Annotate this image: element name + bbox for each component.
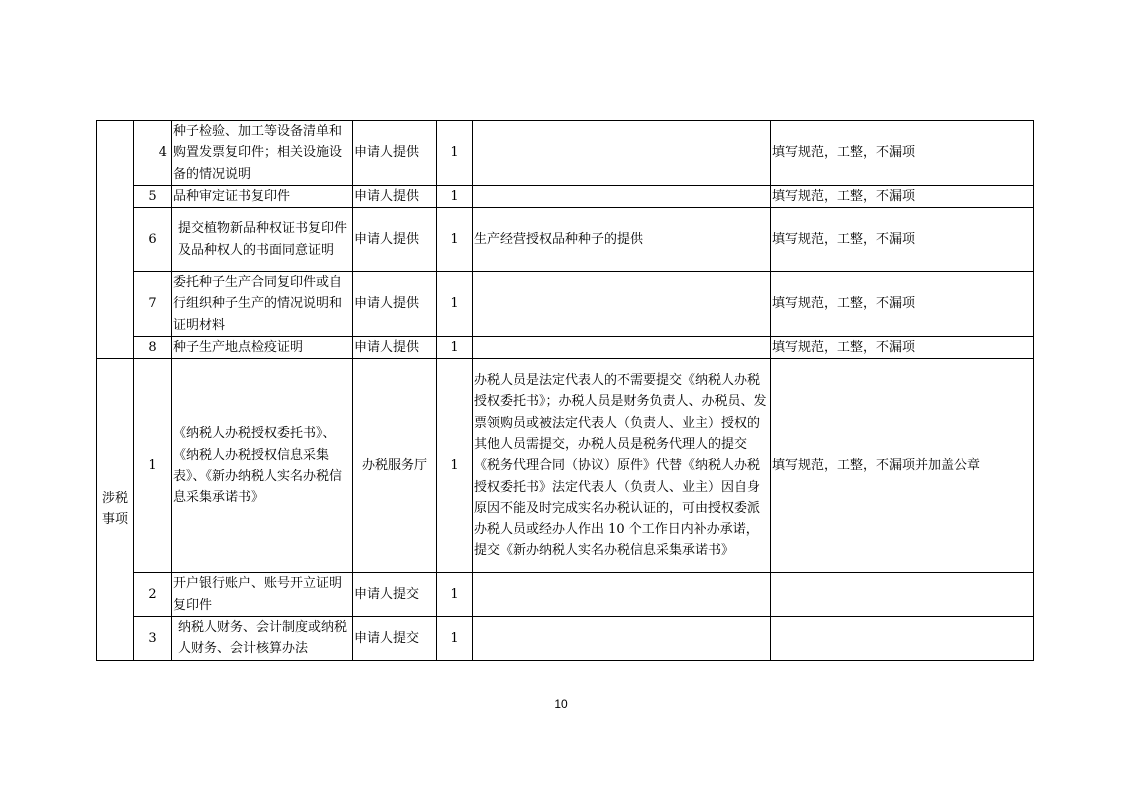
row-number: 4 [134, 121, 172, 186]
source-cell: 申请人提交 [353, 573, 437, 617]
requirement-cell: 填写规范，工整，不漏项 [771, 185, 1034, 207]
note-cell: 生产经营授权品种种子的提供 [473, 208, 771, 272]
row-number: 7 [134, 272, 172, 337]
material-cell: 品种审定证书复印件 [172, 185, 353, 207]
source-cell: 申请人提供 [353, 272, 437, 337]
materials-table [96, 120, 1034, 661]
material-cell: 纳税人财务、会计制度或纳税人财务、会计核算办法 [172, 616, 353, 660]
note-cell [473, 573, 771, 617]
material-cell: 种子检验、加工等设备清单和购置发票复印件；相关设施设备的情况说明 [172, 121, 353, 186]
table-row [97, 616, 1034, 660]
requirement-cell: 填写规范，工整，不漏项 [771, 337, 1034, 359]
source-cell: 申请人提供 [353, 337, 437, 359]
category-cell: 涉税事项 [97, 359, 134, 660]
count-cell: 1 [437, 359, 473, 573]
table-row [97, 208, 1034, 272]
source-cell: 申请人提交 [353, 616, 437, 660]
row-number: 6 [134, 208, 172, 272]
requirement-cell: 填写规范，工整，不漏项 [771, 208, 1034, 272]
material-cell: 《纳税人办税授权委托书》、《纳税人办税授权信息采集表》、《新办纳税人实名办税信息采集承诺书》 [172, 359, 353, 573]
table-row [97, 185, 1034, 207]
requirement-cell [771, 573, 1034, 617]
material-cell: 开户银行账户、账号开立证明复印件 [172, 573, 353, 617]
table-row [97, 272, 1034, 337]
note-cell [473, 337, 771, 359]
count-cell: 1 [437, 337, 473, 359]
material-cell: 委托种子生产合同复印件或自行组织种子生产的情况说明和证明材料 [172, 272, 353, 337]
row-number: 3 [134, 616, 172, 660]
note-cell [473, 121, 771, 186]
count-cell: 1 [437, 185, 473, 207]
table-row [97, 121, 1034, 186]
source-cell: 申请人提供 [353, 185, 437, 207]
source-cell: 申请人提供 [353, 208, 437, 272]
row-number: 8 [134, 337, 172, 359]
material-cell: 提交植物新品种权证书复印件及品种权人的书面同意证明 [172, 208, 353, 272]
count-cell: 1 [437, 616, 473, 660]
row-number: 1 [134, 359, 172, 573]
table-row [97, 573, 1034, 617]
source-cell: 申请人提供 [353, 121, 437, 186]
note-cell [473, 185, 771, 207]
requirement-cell: 填写规范，工整，不漏项并加盖公章 [771, 359, 1034, 573]
note-cell: 办税人员是法定代表人的不需要提交《纳税人办税授权委托书》；办税人员是财务负责人、办税员、发票领购员或被法定代表人（负责人、业主）授权的其他人员需提交，办税人员是税务代理人的提交《税务代理合同（协议）原件》代替《纳税人办税授权委托书》法定代表人（负责人、业主）因自身原因不能及时完成实名办税认证的，可由授权委派办税人员或经办人作出 10 个工作日内补办承诺，提交《新办纳税人实名办税信息采集承诺书》 [473, 359, 771, 573]
row-number: 5 [134, 185, 172, 207]
count-cell: 1 [437, 121, 473, 186]
requirement-cell: 填写规范，工整，不漏项 [771, 121, 1034, 186]
table-row [97, 337, 1034, 359]
category-cell-empty [97, 121, 134, 359]
count-cell: 1 [437, 573, 473, 617]
note-cell [473, 616, 771, 660]
table-row [97, 359, 1034, 573]
count-cell: 1 [437, 208, 473, 272]
material-cell: 种子生产地点检疫证明 [172, 337, 353, 359]
requirement-cell [771, 616, 1034, 660]
count-cell: 1 [437, 272, 473, 337]
requirement-cell: 填写规范，工整，不漏项 [771, 272, 1034, 337]
page-number: 10 [554, 697, 568, 711]
note-cell [473, 272, 771, 337]
source-cell: 办税服务厅 [353, 359, 437, 573]
row-number: 2 [134, 573, 172, 617]
